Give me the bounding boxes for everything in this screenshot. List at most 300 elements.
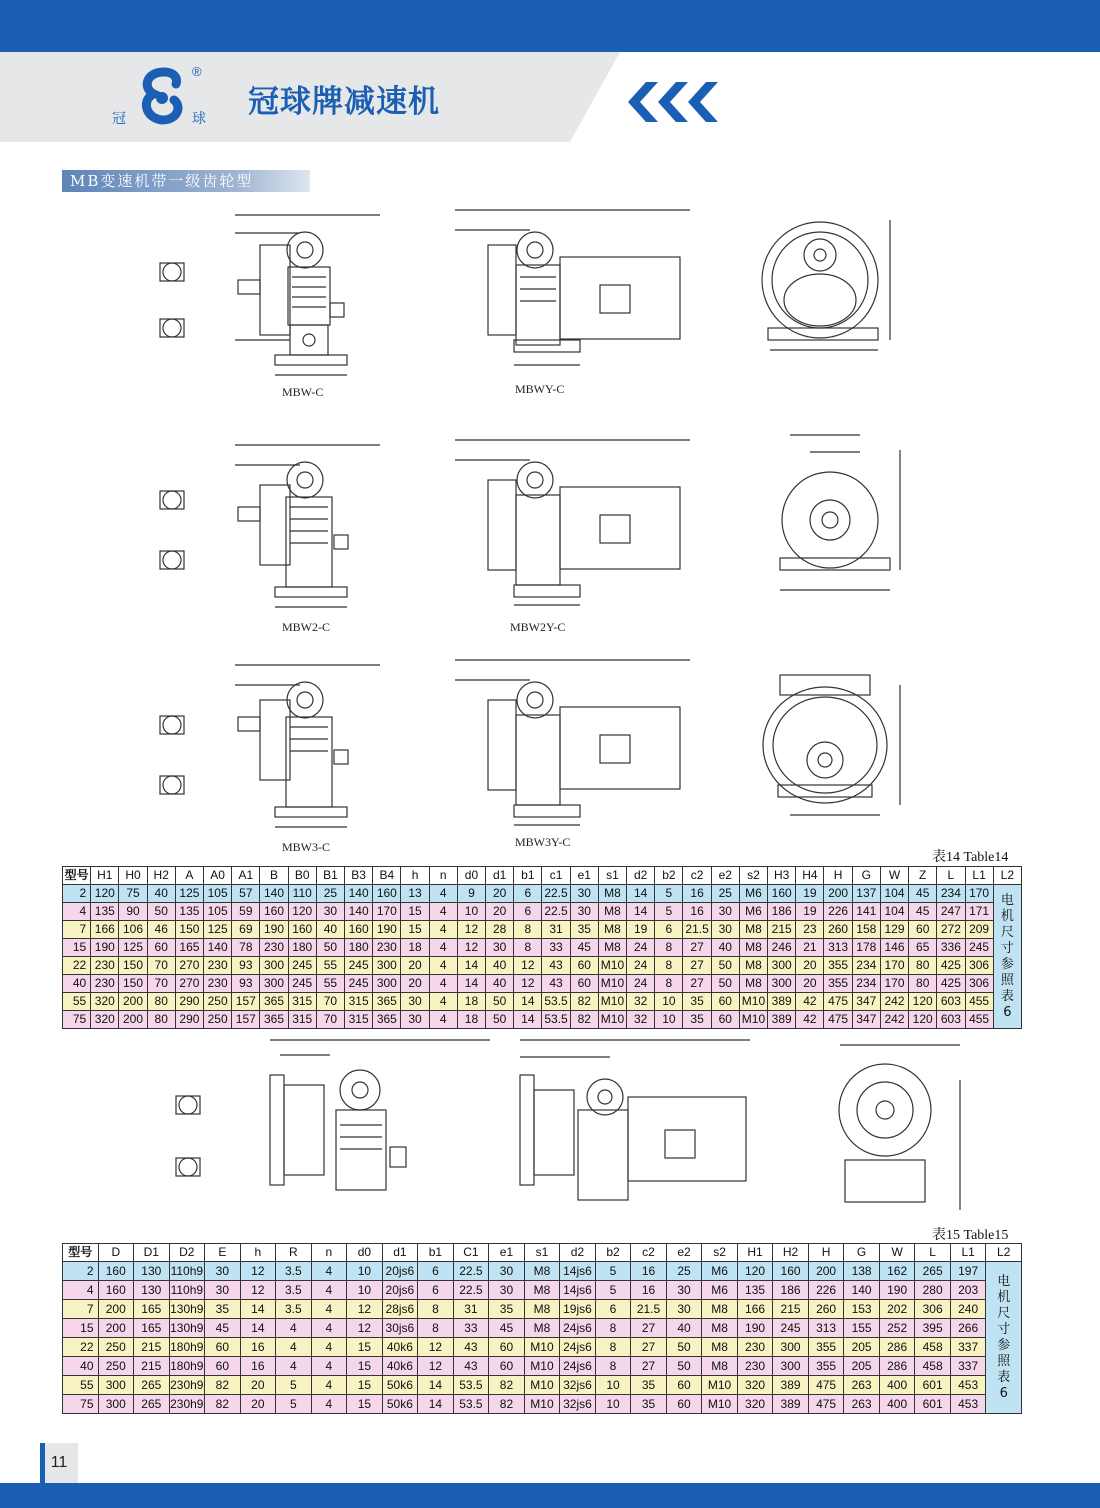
table-cell: 8: [655, 957, 683, 975]
table-cell: 32: [627, 993, 655, 1011]
table-cell: 60: [711, 1011, 739, 1029]
table-cell: 5: [276, 1376, 312, 1395]
table-cell: 16: [631, 1281, 667, 1300]
note-char: 电: [997, 1273, 1011, 1289]
column-header: B3: [345, 867, 373, 885]
table-cell: M10: [739, 1011, 767, 1029]
column-header: e2: [711, 867, 739, 885]
table-cell: 20: [401, 957, 429, 975]
table-cell: M10: [524, 1395, 560, 1414]
table-cell: 14: [457, 975, 485, 993]
table-cell: 5: [276, 1395, 312, 1414]
table-cell: M10: [702, 1376, 738, 1395]
table-cell: 14: [240, 1300, 276, 1319]
table-cell: 5: [595, 1281, 631, 1300]
table-cell: 6: [595, 1300, 631, 1319]
table-cell: 15: [401, 903, 429, 921]
table-cell: 40: [666, 1319, 702, 1338]
table-cell: 50: [147, 903, 175, 921]
registered-mark: ®: [192, 64, 202, 79]
table-cell: 425: [937, 957, 965, 975]
table-cell: 18: [457, 993, 485, 1011]
table-cell: 24js6: [560, 1338, 596, 1357]
table-cell: 24: [627, 939, 655, 957]
table-cell: 230: [260, 939, 288, 957]
table-cell: 45: [489, 1319, 525, 1338]
column-header: L1: [965, 867, 993, 885]
table-cell: 14: [418, 1395, 454, 1414]
drawing-flange-side-view: [839, 1045, 960, 1210]
table-cell: 27: [631, 1319, 667, 1338]
table-cell: 120: [91, 885, 119, 903]
table-cell: 14: [514, 1011, 542, 1029]
table-cell: 355: [808, 1338, 844, 1357]
table-cell: 60: [666, 1395, 702, 1414]
table-cell: 160: [288, 921, 316, 939]
table-cell: 3.5: [276, 1262, 312, 1281]
table-cell: 160: [373, 885, 401, 903]
table-cell: 245: [773, 1319, 809, 1338]
table-cell: 16: [683, 885, 711, 903]
table-cell: 78: [232, 939, 260, 957]
table-cell: 60: [570, 957, 598, 975]
table-cell: 475: [808, 1395, 844, 1414]
table-cell: 30: [570, 903, 598, 921]
column-header: D1: [134, 1244, 170, 1262]
table-cell: 300: [773, 1357, 809, 1376]
table-cell: 286: [879, 1357, 915, 1376]
table-cell: 153: [844, 1300, 880, 1319]
table-cell: M8: [739, 957, 767, 975]
note-char: 机: [997, 1289, 1011, 1305]
table-cell: 315: [345, 993, 373, 1011]
section-label: MB变速机带一级齿轮型: [62, 170, 310, 192]
table-cell: 60: [909, 921, 937, 939]
table-cell: 389: [768, 1011, 796, 1029]
table-cell: 50k6: [382, 1376, 418, 1395]
drawing-flange-motor: [520, 1040, 750, 1200]
table-cell: 6: [418, 1281, 454, 1300]
table-cell: 40: [316, 921, 344, 939]
table-cell: 6: [514, 885, 542, 903]
table-cell: 313: [824, 939, 852, 957]
table-cell: 458: [915, 1338, 951, 1357]
table-cell: 110h9: [169, 1262, 205, 1281]
column-header: b1: [514, 867, 542, 885]
table-cell: 50k6: [382, 1395, 418, 1414]
table-cell: 12: [347, 1300, 383, 1319]
table-cell: 146: [880, 939, 908, 957]
table-cell: 135: [737, 1281, 773, 1300]
table-cell: 8: [418, 1300, 454, 1319]
table-cell: 130: [134, 1281, 170, 1300]
column-header: d1: [486, 867, 514, 885]
table-cell: 35: [631, 1395, 667, 1414]
table-cell: M6: [702, 1262, 738, 1281]
table-cell: 313: [808, 1319, 844, 1338]
table-cell: 12: [514, 957, 542, 975]
table-cell: 365: [260, 993, 288, 1011]
table-cell: 315: [345, 1011, 373, 1029]
model-cell: 40: [63, 1357, 99, 1376]
table-cell: 135: [91, 903, 119, 921]
table-cell: 240: [950, 1300, 986, 1319]
table-cell: 215: [134, 1357, 170, 1376]
table-cell: 14js6: [560, 1262, 596, 1281]
table-cell: 245: [288, 975, 316, 993]
table-cell: 160: [768, 885, 796, 903]
table-cell: M10: [524, 1338, 560, 1357]
table-cell: 263: [844, 1376, 880, 1395]
table-cell: 50: [711, 957, 739, 975]
table-cell: 82: [205, 1395, 241, 1414]
note-char: 参: [997, 1337, 1011, 1353]
table-cell: 190: [260, 921, 288, 939]
column-header: e1: [489, 1244, 525, 1262]
table-cell: 4: [311, 1300, 347, 1319]
table-cell: 300: [773, 1338, 809, 1357]
table-cell: 455: [965, 1011, 993, 1029]
table-cell: 30: [205, 1262, 241, 1281]
table-cell: 234: [852, 957, 880, 975]
table-cell: 130h9: [169, 1319, 205, 1338]
table-cell: 50: [666, 1338, 702, 1357]
table-cell: 137: [852, 885, 880, 903]
table-cell: 8: [655, 975, 683, 993]
table-cell: 245: [288, 957, 316, 975]
table-cell: 21.5: [631, 1300, 667, 1319]
table-cell: 12: [457, 921, 485, 939]
table-cell: 320: [91, 1011, 119, 1029]
table-cell: 190: [879, 1281, 915, 1300]
table-cell: 453: [950, 1376, 986, 1395]
table-cell: 16: [240, 1357, 276, 1376]
table-cell: M6: [739, 903, 767, 921]
table-cell: 50: [316, 939, 344, 957]
table-cell: 80: [147, 1011, 175, 1029]
table-cell: 40k6: [382, 1357, 418, 1376]
column-header: G: [844, 1244, 880, 1262]
table-cell: 4: [429, 993, 457, 1011]
table-cell: 162: [879, 1262, 915, 1281]
table-cell: 120: [737, 1262, 773, 1281]
table-cell: 395: [915, 1319, 951, 1338]
table-cell: 252: [879, 1319, 915, 1338]
model-cell: 22: [63, 1338, 99, 1357]
column-header: d2: [560, 1244, 596, 1262]
note-char: 尺: [997, 1305, 1011, 1321]
table-cell: 178: [852, 939, 880, 957]
table-row: [63, 1281, 1022, 1300]
table-cell: M8: [739, 939, 767, 957]
table15: [62, 1243, 1022, 1414]
table-cell: 260: [808, 1300, 844, 1319]
table-cell: 165: [175, 939, 203, 957]
table-cell: 21.5: [683, 921, 711, 939]
table-cell: 65: [909, 939, 937, 957]
table-cell: 130: [134, 1262, 170, 1281]
table-cell: 30: [666, 1300, 702, 1319]
note-char: 照: [1000, 972, 1014, 988]
table-cell: 245: [345, 957, 373, 975]
column-header: L: [915, 1244, 951, 1262]
column-header: H1: [737, 1244, 773, 1262]
table-cell: 32: [627, 1011, 655, 1029]
table-cell: 60: [711, 993, 739, 1011]
table-cell: 458: [915, 1357, 951, 1376]
table-cell: 290: [175, 1011, 203, 1029]
table-cell: M8: [524, 1281, 560, 1300]
table-cell: 475: [824, 993, 852, 1011]
column-header: D: [98, 1244, 134, 1262]
table-cell: 32js6: [560, 1395, 596, 1414]
table-cell: 53.5: [542, 1011, 570, 1029]
table-row: [63, 921, 1022, 939]
table-cell: 306: [965, 975, 993, 993]
table-cell: 110h9: [169, 1281, 205, 1300]
table-row: [63, 1338, 1022, 1357]
table-cell: 35: [489, 1300, 525, 1319]
table-cell: 250: [204, 1011, 232, 1029]
table-cell: 140: [204, 939, 232, 957]
model-cell: 7: [63, 921, 91, 939]
note-char: 6: [1003, 1004, 1012, 1020]
table-cell: M8: [702, 1357, 738, 1376]
table-cell: 50: [711, 975, 739, 993]
table-cell: 60: [489, 1338, 525, 1357]
column-header: d2: [627, 867, 655, 885]
bottom-blue-bar: [0, 1483, 1100, 1508]
table-cell: 603: [937, 993, 965, 1011]
table-cell: 266: [950, 1319, 986, 1338]
table-cell: 603: [937, 1011, 965, 1029]
table-cell: 15: [347, 1395, 383, 1414]
table-cell: 160: [345, 921, 373, 939]
table-cell: 215: [134, 1338, 170, 1357]
table-cell: 15: [347, 1376, 383, 1395]
table-cell: 40: [711, 939, 739, 957]
model-cell: 55: [63, 1376, 99, 1395]
table-cell: 230: [91, 957, 119, 975]
table-cell: 205: [844, 1338, 880, 1357]
table-cell: 104: [880, 885, 908, 903]
table-cell: 226: [808, 1281, 844, 1300]
column-header: A1: [232, 867, 260, 885]
table-cell: 347: [852, 993, 880, 1011]
table-cell: 270: [175, 975, 203, 993]
table-cell: 10: [347, 1281, 383, 1300]
model-cell: 22: [63, 957, 91, 975]
table-row: [63, 1262, 1022, 1281]
column-header: Z: [909, 867, 937, 885]
table-cell: 20js6: [382, 1281, 418, 1300]
table-cell: 306: [965, 957, 993, 975]
column-header: A: [175, 867, 203, 885]
table-cell: 365: [260, 1011, 288, 1029]
table-cell: 4: [429, 885, 457, 903]
column-header: H1: [91, 867, 119, 885]
table-cell: 209: [965, 921, 993, 939]
table-cell: 13: [401, 885, 429, 903]
column-header: s2: [702, 1244, 738, 1262]
table-cell: 45: [909, 885, 937, 903]
table-cell: 25: [711, 885, 739, 903]
column-header: D2: [169, 1244, 205, 1262]
table-cell: 55: [316, 975, 344, 993]
table-cell: 234: [937, 885, 965, 903]
column-header: n: [429, 867, 457, 885]
table-cell: 129: [880, 921, 908, 939]
table14: [62, 866, 1022, 1029]
page-number: 11: [40, 1443, 78, 1483]
column-header: W: [879, 1244, 915, 1262]
model-cell: 15: [63, 939, 91, 957]
note-char: 表: [1000, 988, 1014, 1004]
column-header: L1: [950, 1244, 986, 1262]
table-cell: 170: [965, 885, 993, 903]
table-cell: 234: [852, 975, 880, 993]
table-cell: 6: [514, 903, 542, 921]
table-cell: 280: [915, 1281, 951, 1300]
table-cell: M8: [739, 921, 767, 939]
table-cell: 315: [288, 1011, 316, 1029]
table-cell: 14: [240, 1319, 276, 1338]
table-cell: 170: [373, 903, 401, 921]
table-cell: 135: [175, 903, 203, 921]
table-cell: 150: [119, 975, 147, 993]
table-row: [63, 1011, 1022, 1029]
table-cell: 158: [852, 921, 880, 939]
table-cell: 180h9: [169, 1338, 205, 1357]
table-cell: 12: [418, 1338, 454, 1357]
table-cell: 4: [429, 975, 457, 993]
model-cell: 2: [63, 1262, 99, 1281]
table-cell: 400: [879, 1376, 915, 1395]
table-cell: 24js6: [560, 1357, 596, 1376]
table-cell: 35: [570, 921, 598, 939]
table-cell: 43: [542, 975, 570, 993]
table-cell: 20: [486, 903, 514, 921]
column-header: d0: [457, 867, 485, 885]
table-cell: 27: [683, 957, 711, 975]
table-cell: 157: [232, 1011, 260, 1029]
caption-mbw2y-c: MBW2Y-C: [510, 620, 566, 634]
column-header: B4: [373, 867, 401, 885]
table-cell: M8: [702, 1319, 738, 1338]
table-cell: 22.5: [542, 903, 570, 921]
table-cell: 4: [429, 921, 457, 939]
table-cell: 455: [965, 993, 993, 1011]
table-cell: 20: [240, 1395, 276, 1414]
table-cell: 30: [711, 921, 739, 939]
table-cell: 475: [824, 1011, 852, 1029]
column-header: G: [852, 867, 880, 885]
column-header: e2: [666, 1244, 702, 1262]
table-cell: M6: [702, 1281, 738, 1300]
table-cell: 110: [288, 885, 316, 903]
table-cell: 45: [570, 939, 598, 957]
model-cell: 2: [63, 885, 91, 903]
column-header: L2: [986, 1244, 1022, 1262]
table-cell: 50: [486, 993, 514, 1011]
table-cell: 70: [147, 957, 175, 975]
caption-mbwy-c: MBWY-C: [515, 382, 565, 396]
table-cell: 200: [808, 1262, 844, 1281]
table-cell: 140: [844, 1281, 880, 1300]
column-header: c2: [631, 1244, 667, 1262]
table-cell: M8: [524, 1319, 560, 1338]
table-cell: 601: [915, 1376, 951, 1395]
table-cell: 12: [418, 1357, 454, 1376]
table-cell: 150: [175, 921, 203, 939]
table-cell: 190: [373, 921, 401, 939]
table-cell: 14: [418, 1376, 454, 1395]
table-cell: 16: [683, 903, 711, 921]
table-cell: 93: [232, 975, 260, 993]
note-char: 寸: [997, 1321, 1011, 1337]
table-cell: M8: [702, 1300, 738, 1319]
table-cell: 22.5: [542, 885, 570, 903]
table-cell: 6: [418, 1262, 454, 1281]
table-cell: 160: [98, 1281, 134, 1300]
table-cell: 230: [91, 975, 119, 993]
top-blue-bar: [0, 0, 1100, 52]
note-char: 机: [1000, 908, 1014, 924]
table-cell: 80: [909, 975, 937, 993]
table14-caption: 表14 Table14: [932, 850, 1009, 865]
table-cell: 24: [627, 975, 655, 993]
table-cell: 30: [486, 939, 514, 957]
note-char: 寸: [1000, 940, 1014, 956]
table-cell: 315: [288, 993, 316, 1011]
column-header: E: [205, 1244, 241, 1262]
table-cell: 197: [950, 1262, 986, 1281]
table-cell: 4: [311, 1262, 347, 1281]
table-cell: 4: [311, 1319, 347, 1338]
table-row: [63, 1357, 1022, 1376]
table-cell: 355: [808, 1357, 844, 1376]
table-cell: 336: [937, 939, 965, 957]
table-cell: 28: [486, 921, 514, 939]
table-cell: 60: [570, 975, 598, 993]
table-cell: 50: [486, 1011, 514, 1029]
column-header: L: [937, 867, 965, 885]
table-cell: 19js6: [560, 1300, 596, 1319]
column-header: b2: [595, 1244, 631, 1262]
table-cell: 157: [232, 993, 260, 1011]
table-cell: 190: [91, 939, 119, 957]
table-cell: 4: [276, 1338, 312, 1357]
table-cell: 10: [595, 1395, 631, 1414]
table-cell: 30: [666, 1281, 702, 1300]
table-row: [63, 1376, 1022, 1395]
table-cell: 250: [98, 1338, 134, 1357]
table-cell: 320: [737, 1395, 773, 1414]
table-cell: 200: [824, 885, 852, 903]
column-header: H2: [773, 1244, 809, 1262]
table-cell: M10: [524, 1357, 560, 1376]
table-cell: 14js6: [560, 1281, 596, 1300]
table-cell: 53.5: [453, 1376, 489, 1395]
table-cell: 170: [880, 957, 908, 975]
table-cell: 180: [288, 939, 316, 957]
table-cell: 20: [796, 957, 824, 975]
table-cell: 245: [345, 975, 373, 993]
table-cell: 4: [429, 939, 457, 957]
table-cell: 165: [134, 1300, 170, 1319]
table-cell: 186: [773, 1281, 809, 1300]
table-cell: 4: [429, 1011, 457, 1029]
